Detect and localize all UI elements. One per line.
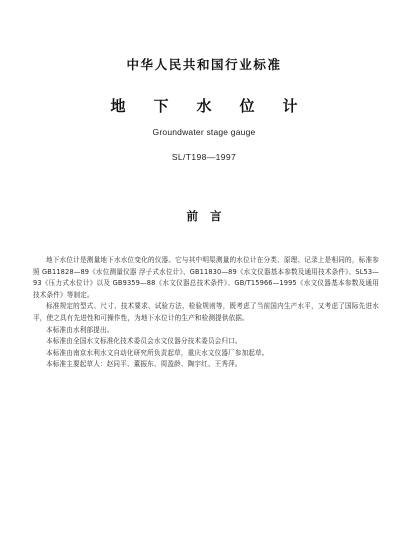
foreword-paragraph: 本标准由水利部提出。	[46, 325, 114, 334]
foreword-paragraph: 本标准由南京水利水文自动化研究所负责起草，重庆水文仪器厂参加起草。	[46, 348, 269, 357]
foreword-heading: 前言	[186, 209, 234, 223]
foreword-paragraph: 标准规定的型式、尺寸、技术要求、试验方法、检验规则等，既考虑了当前国内生产水平，又考虑了国际先进水平，使之具有先进性和可操作性，为地下水位计的生产和检测提供依据。	[33, 302, 379, 322]
document-title-english: Groundwater stage gauge	[152, 127, 256, 137]
foreword-paragraph: 本标准由全国水文标准化技术委员会水文仪器分技术委员会归口。	[46, 337, 242, 346]
foreword-paragraph: 本标准主要起草人：赵同平、董振东、周盈龄、陶宇红、王秀萍。	[46, 360, 242, 369]
foreword-paragraph: 地下水位计是测量地下水水位变化的仪器。它与其中明渠测量的水位计在分类、原理、记录上是相同的，标准参照 GB11828—89《水位测量仪器 浮子式水位计》、GB11830—89《水文仪器基本参数及通用技术条件》、SL53—93《压力式水位计》以及 GB9359—88《水文仪器总技术条件》、GB/T15966—1995《水文仪器基本参数及通用技术条件》等制定。	[33, 256, 379, 299]
document-title: 地下水位计	[110, 97, 326, 115]
foreword-body	[33, 255, 379, 371]
standard-code: SL/T198—1997	[171, 152, 237, 162]
standard-organization-header: 中华人民共和国行业标准	[126, 57, 282, 72]
